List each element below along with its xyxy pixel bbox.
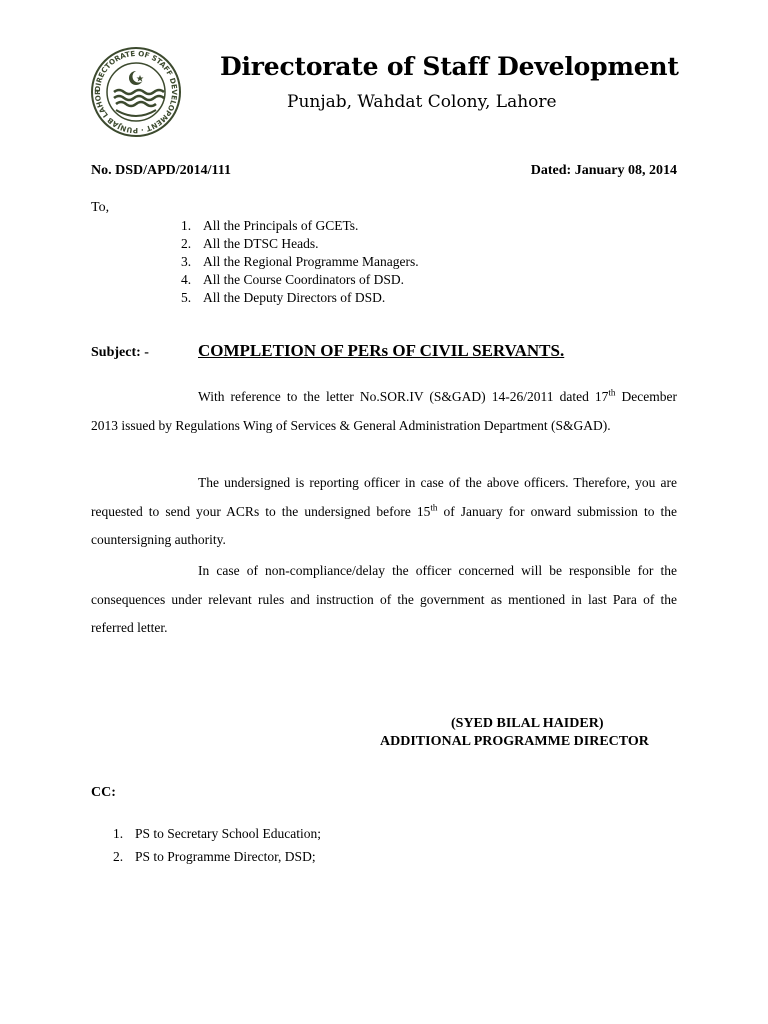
letter-date: Dated: January 08, 2014 (530, 163, 677, 178)
paragraph-text: With reference to the letter No.SOR.IV (S&GAD) 14-26/2011 dated 17 (198, 389, 609, 404)
paragraph-text: of January for onward submission to the countersigning authority. (91, 503, 677, 547)
list-item (181, 289, 419, 307)
recipient-text: All the DTSC Heads. (203, 236, 319, 251)
cc-label: CC: (91, 785, 116, 800)
subject-label: Subject: - (91, 345, 149, 360)
recipient-text: All the Regional Programme Managers. (203, 254, 419, 269)
organization-title: Directorate of Staff Development (220, 52, 679, 81)
signer-name: (SYED BILAL HAIDER) (451, 716, 604, 731)
letter-number: No. DSD/APD/2014/111 (91, 163, 232, 178)
recipient-text: All the Deputy Directors of DSD. (203, 290, 386, 305)
list-item (113, 822, 321, 845)
list-item (181, 217, 419, 235)
list-number: 2. (113, 849, 124, 864)
cc-recipient-text: PS to Secretary School Education; (135, 826, 321, 841)
ordinal-suffix: th (608, 387, 616, 398)
recipient-list (181, 217, 419, 307)
dsd-logo-seal (90, 46, 182, 138)
body-paragraph-2 (91, 469, 677, 555)
list-number: 4. (181, 272, 192, 287)
reference-row (91, 163, 677, 179)
logo-ring-text: DIRECTORATE OF STAFF DEVELOPMENT · PUNJAB LAHOR (92, 48, 180, 136)
salutation: To, (91, 200, 110, 215)
cc-recipient-text: PS to Programme Director, DSD; (135, 849, 316, 864)
recipient-text: All the Course Coordinators of DSD. (203, 272, 404, 287)
recipient-text: All the Principals of GCETs. (203, 218, 359, 233)
paragraph-text: December 2013 issued by Regulations Wing of Services & General Administration Department (S&GAD). (91, 389, 677, 433)
organization-address: Punjab, Wahdat Colony, Lahore (287, 92, 557, 112)
list-item (181, 253, 419, 271)
list-number: 5. (181, 290, 192, 305)
list-number: 2. (181, 236, 192, 251)
list-number: 1. (181, 218, 192, 233)
cc-list (113, 822, 321, 868)
signer-title: ADDITIONAL PROGRAMME DIRECTOR (380, 734, 649, 749)
ordinal-suffix: th (430, 502, 438, 512)
list-number: 1. (113, 826, 124, 841)
subject-text: COMPLETION OF PERs OF CIVIL SERVANTS. (198, 341, 565, 360)
list-item (181, 235, 419, 253)
list-item (113, 845, 321, 868)
body-paragraph-1 (91, 383, 677, 440)
list-item (181, 271, 419, 289)
list-number: 3. (181, 254, 192, 269)
body-paragraph-3: In case of non-compliance/delay the officer concerned will be responsible for the consequences under relevant rules and instruction of the government as mentioned in last Para of the referred letter. (91, 563, 677, 635)
paragraph-text: The undersigned is reporting officer in case of the above officers. Therefore, you are requested to send your ACRs to the undersigned before 15 (91, 475, 677, 519)
